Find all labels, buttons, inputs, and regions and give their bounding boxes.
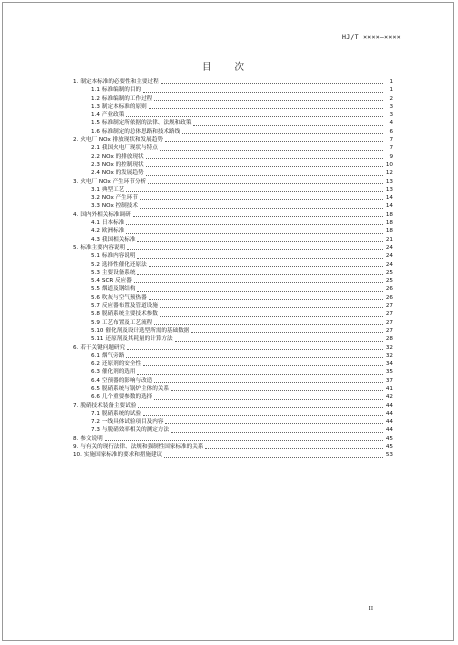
toc-entry-label: NOx 的发展趋势 <box>101 170 144 177</box>
standard-code: HJ/T ××××—×××× <box>342 33 401 41</box>
toc-entry-page: 45 <box>385 435 393 442</box>
toc-entry <box>73 451 393 459</box>
toc-entry <box>73 202 393 210</box>
toc-entry-number: 1.3 <box>91 103 100 110</box>
toc-entry-number: 5. <box>73 244 79 251</box>
toc-leader-dots <box>138 406 383 408</box>
toc-entry-label: 实施国家标准的要求和措施建议 <box>83 452 163 459</box>
toc-entry <box>73 377 393 385</box>
toc-entry-number: 10. <box>73 452 82 459</box>
toc-entry <box>73 310 393 318</box>
toc-entry <box>73 252 393 260</box>
toc-entry-label: 标准编制的工作过程 <box>101 95 153 102</box>
toc-entry <box>73 95 393 103</box>
toc-entry-page: 42 <box>385 394 393 401</box>
toc-entry-page: 3 <box>389 103 393 110</box>
toc-entry-label: 吹灰与空气预热器 <box>101 294 147 301</box>
toc-entry-number: 5.7 <box>91 303 100 310</box>
toc-leader-dots <box>146 165 383 167</box>
toc-entry-label: 工艺布置及工艺流程 <box>101 319 153 326</box>
toc-entry <box>73 393 393 401</box>
toc-entry-label: 若干关键问题研究 <box>80 344 126 351</box>
toc-entry-label: 选择性催化还原法 <box>101 261 147 268</box>
toc-leader-dots <box>146 174 383 176</box>
toc-entry <box>73 435 393 443</box>
toc-entry <box>73 261 393 269</box>
toc-leader-dots <box>140 198 383 200</box>
toc-entry <box>73 385 393 393</box>
toc-leader-dots <box>126 115 383 117</box>
toc-entry-page: 24 <box>385 244 393 251</box>
toc-entry-label: 火电厂 NOx 排放现状和发展趋势 <box>80 137 163 144</box>
toc-entry-label: SCR 反应器 <box>101 278 132 285</box>
toc-entry <box>73 410 393 418</box>
toc-entry-page: 18 <box>385 211 393 218</box>
toc-leader-dots <box>126 232 383 234</box>
toc-entry-number: 5.2 <box>91 261 100 268</box>
toc-entry-page: 4 <box>389 120 393 127</box>
toc-entry-number: 5.10 <box>91 327 104 334</box>
toc-entry-number: 2.2 <box>91 153 100 160</box>
toc-entry <box>73 153 393 161</box>
toc-entry-page: 9 <box>389 153 393 160</box>
toc-entry-number: 7.1 <box>91 410 100 417</box>
toc-entry <box>73 178 393 186</box>
toc-entry-page: 34 <box>385 361 393 368</box>
toc-entry-number: 6.2 <box>91 361 100 368</box>
toc-leader-dots <box>193 124 383 126</box>
toc-entry-page: 18 <box>385 220 393 227</box>
toc-entry-label: NOx 产生环节 <box>101 195 138 202</box>
toc-entry-number: 6.1 <box>91 352 100 359</box>
toc-entry-page: 1 <box>389 79 393 85</box>
toc-entry-number: 1.2 <box>91 95 100 102</box>
toc-entry-page: 6 <box>389 128 393 135</box>
toc-leader-dots <box>137 273 383 275</box>
toc-leader-dots <box>160 149 383 151</box>
toc-entry-page: 27 <box>385 319 393 326</box>
toc-leader-dots <box>126 190 383 192</box>
toc-entry-number: 2.1 <box>91 145 100 152</box>
toc-entry-number: 7.3 <box>91 427 100 434</box>
toc-entry <box>73 128 393 136</box>
toc-leader-dots <box>126 356 383 358</box>
toc-entry-label: 典型工艺 <box>101 186 125 193</box>
toc-entry-page: 24 <box>385 253 393 260</box>
toc-entry-page: 14 <box>385 195 393 202</box>
toc-entry-label: 我国相关标准 <box>101 236 136 243</box>
toc-entry <box>73 119 393 127</box>
toc-entry <box>73 244 393 252</box>
toc-entry-page: 12 <box>385 170 393 177</box>
toc-entry-label: 脱硝系统与锅炉主体的关系 <box>101 385 170 392</box>
toc-leader-dots <box>149 265 383 267</box>
toc-leader-dots <box>133 215 383 217</box>
toc-entry-label: NOx 的排放现状 <box>101 153 144 160</box>
toc-entry <box>73 302 393 310</box>
toc-leader-dots <box>143 91 383 93</box>
toc-entry-number: 5.1 <box>91 253 100 260</box>
toc-entry-page: 25 <box>385 269 393 276</box>
toc-entry-number: 4.3 <box>91 236 100 243</box>
toc-entry <box>73 78 393 86</box>
toc-leader-dots <box>161 82 383 84</box>
toc-entry-number: 7.2 <box>91 419 100 426</box>
toc-entry-label: 标准编制的目的 <box>101 87 142 94</box>
toc-entry-number: 2.3 <box>91 161 100 168</box>
toc-entry <box>73 86 393 94</box>
toc-leader-dots <box>154 323 383 325</box>
toc-entry-number: 5.3 <box>91 269 100 276</box>
toc-entry-label: 几个重要参数的选择 <box>101 394 153 401</box>
toc-leader-dots <box>137 373 383 375</box>
toc-entry-label: 国内外相关标准调研 <box>80 211 131 218</box>
toc-entry-page: 27 <box>385 311 393 318</box>
toc-entry-page: 3 <box>389 112 393 119</box>
toc-entry-page: 13 <box>385 178 393 185</box>
toc-leader-dots <box>182 132 383 134</box>
toc-entry-page: 53 <box>385 452 393 459</box>
toc-leader-dots <box>149 298 383 300</box>
toc-entry-page: 25 <box>385 278 393 285</box>
toc-entry <box>73 136 393 144</box>
toc-entry-label: 标准制定所依据的法律、法规和政策 <box>101 120 192 127</box>
toc-entry-label: 烟气旁路 <box>101 352 125 359</box>
toc-entry-label: 标准制定的总体思路和技术路线 <box>101 128 181 135</box>
toc-leader-dots <box>148 182 383 184</box>
toc-entry <box>73 426 393 434</box>
toc-entry-page: 18 <box>385 228 393 235</box>
toc-entry <box>73 169 393 177</box>
toc-entry-label: 我国火电厂现状与特点 <box>101 145 158 152</box>
toc-entry-number: 3.1 <box>91 186 100 193</box>
toc-entry <box>73 360 393 368</box>
toc-entry-number: 6.3 <box>91 369 100 376</box>
toc-entry-page: 26 <box>385 286 393 293</box>
toc-entry <box>73 402 393 410</box>
toc-entry-label: 一线具体试验项目及内容 <box>101 419 164 426</box>
toc-entry-label: 脱硝技术装备主要试验 <box>80 402 137 409</box>
toc-entry-label: 催化剂及设计选型所需的基础数据 <box>105 327 190 334</box>
toc-leader-dots <box>165 422 383 424</box>
toc-leader-dots <box>127 248 383 250</box>
toc-entry <box>73 443 393 451</box>
toc-entry-page: 44 <box>385 419 393 426</box>
toc-entry-label: 反应器布置及管道设施 <box>101 303 158 310</box>
toc-entry <box>73 103 393 111</box>
toc-entry-label: 烟道及钢结构 <box>101 286 136 293</box>
toc-entry <box>73 269 393 277</box>
toc-leader-dots <box>160 315 383 317</box>
toc-entry-number: 5.8 <box>91 311 100 318</box>
toc-entry-number: 5.11 <box>91 336 104 343</box>
toc-leader-dots <box>160 306 383 308</box>
toc-entry-label: 主要设备系统 <box>101 269 136 276</box>
toc-leader-dots <box>171 389 383 391</box>
toc-entry <box>73 144 393 152</box>
toc-entry-page: 27 <box>385 303 393 310</box>
toc-entry-page: 24 <box>385 261 393 268</box>
toc-leader-dots <box>137 290 383 292</box>
toc-entry-label: NOx 控制技术 <box>101 203 138 210</box>
toc-entry-number: 3. <box>73 178 79 185</box>
toc-entry-label: 制定本标准的原则 <box>101 103 147 110</box>
toc-leader-dots <box>165 140 383 142</box>
toc-entry-label: 还原剂的安全性 <box>101 361 142 368</box>
toc-entry <box>73 211 393 219</box>
toc-entry-page: 1 <box>389 87 393 94</box>
toc-entry <box>73 219 393 227</box>
toc-leader-dots <box>143 414 383 416</box>
toc-leader-dots <box>140 207 383 209</box>
toc-entry <box>73 294 393 302</box>
toc-entry <box>73 344 393 352</box>
toc-leader-dots <box>191 331 383 333</box>
toc-leader-dots <box>154 398 383 400</box>
toc-leader-dots <box>143 364 383 366</box>
toc-entry-label: 与有关的现行法律、法规和强制性国家标准的关系 <box>80 444 204 451</box>
toc-entry <box>73 418 393 426</box>
toc-entry-number: 4.2 <box>91 228 100 235</box>
page-number: II <box>368 606 373 612</box>
toc-entry-page: 32 <box>385 344 393 351</box>
toc-entry <box>73 327 393 335</box>
toc-entry-label: 产业政策 <box>101 112 125 119</box>
toc-entry <box>73 161 393 169</box>
toc-entry-page: 7 <box>389 137 393 144</box>
toc-entry-number: 1.6 <box>91 128 100 135</box>
toc-entry-page: 13 <box>385 186 393 193</box>
toc-entry-label: 标准主要内容说明 <box>80 244 126 251</box>
toc-entry-page: 35 <box>385 369 393 376</box>
toc-entry-page: 44 <box>385 410 393 417</box>
toc-entry <box>73 352 393 360</box>
toc-entry-label: 脱硝系统主要技术参数 <box>101 311 158 318</box>
toc-entry-number: 2.4 <box>91 170 100 177</box>
toc-entry-page: 32 <box>385 352 393 359</box>
toc-leader-dots <box>146 157 383 159</box>
toc-leader-dots <box>175 340 383 342</box>
toc-entry-number: 5.9 <box>91 319 100 326</box>
toc-entry <box>73 285 393 293</box>
toc-entry-number: 6. <box>73 344 79 351</box>
toc-entry-label: 标准内容说明 <box>101 253 136 260</box>
toc-entry-page: 2 <box>389 95 393 102</box>
toc-entry-page: 44 <box>385 402 393 409</box>
toc-entry-number: 2. <box>73 137 79 144</box>
toc-entry-label: 催化剂的选用 <box>101 369 136 376</box>
table-of-contents <box>73 78 393 460</box>
toc-entry-page: 27 <box>385 327 393 334</box>
toc-entry-page: 7 <box>389 145 393 152</box>
toc-entry-number: 1. <box>73 79 79 85</box>
toc-entry-number: 4.1 <box>91 220 100 227</box>
toc-entry-page: 10 <box>385 161 393 168</box>
toc-entry-number: 6.4 <box>91 377 100 384</box>
toc-leader-dots <box>171 431 383 433</box>
toc-entry <box>73 319 393 327</box>
page-title: 目 次 <box>201 62 255 73</box>
toc-entry-label: 欧洲标准 <box>101 228 125 235</box>
toc-entry <box>73 277 393 285</box>
toc-entry-page: 26 <box>385 294 393 301</box>
toc-entry-page: 21 <box>385 236 393 243</box>
toc-leader-dots <box>134 281 383 283</box>
toc-entry-number: 1.1 <box>91 87 100 94</box>
toc-entry <box>73 368 393 376</box>
document-page <box>2 2 454 641</box>
toc-entry-number: 5.4 <box>91 278 100 285</box>
toc-entry-label: 参文说明 <box>80 435 103 442</box>
toc-entry-number: 1.5 <box>91 120 100 127</box>
toc-entry-label: 还原剂及其耗量的计算方法 <box>105 336 173 343</box>
toc-entry-label: 火电厂 NOx 产生环节分析 <box>80 178 147 185</box>
toc-leader-dots <box>127 348 383 350</box>
toc-entry-number: 5.6 <box>91 294 100 301</box>
toc-entry <box>73 335 393 343</box>
toc-entry-number: 9. <box>73 444 79 451</box>
toc-leader-dots <box>205 447 383 449</box>
toc-entry-label: 脱硝系统的试验 <box>101 410 142 417</box>
toc-leader-dots <box>137 240 383 242</box>
toc-leader-dots <box>154 381 383 383</box>
toc-entry-label: 空预器的影响与改造 <box>101 377 153 384</box>
toc-entry-page: 45 <box>385 444 393 451</box>
toc-entry <box>73 227 393 235</box>
toc-entry <box>73 111 393 119</box>
toc-leader-dots <box>164 456 383 458</box>
toc-entry-number: 1.4 <box>91 112 100 119</box>
toc-entry-number: 3.2 <box>91 195 100 202</box>
toc-entry-number: 6.5 <box>91 385 100 392</box>
toc-entry-number: 8. <box>73 435 79 442</box>
toc-entry-number: 4. <box>73 211 79 218</box>
toc-entry-page: 28 <box>385 336 393 343</box>
toc-entry-page: 41 <box>385 385 393 392</box>
toc-entry <box>73 186 393 194</box>
toc-entry-page: 14 <box>385 203 393 210</box>
toc-leader-dots <box>149 107 383 109</box>
toc-leader-dots <box>126 223 383 225</box>
toc-leader-dots <box>154 99 383 101</box>
toc-leader-dots <box>105 439 383 441</box>
toc-entry-label: NOx 的控制现状 <box>101 161 144 168</box>
toc-entry-page: 37 <box>385 377 393 384</box>
toc-entry <box>73 236 393 244</box>
toc-entry-number: 3.3 <box>91 203 100 210</box>
toc-entry-number: 6.6 <box>91 394 100 401</box>
toc-leader-dots <box>137 257 383 259</box>
toc-entry-number: 7. <box>73 402 79 409</box>
toc-entry-page: 44 <box>385 427 393 434</box>
toc-entry-label: 与脱硝效率相关的测定方法 <box>101 427 170 434</box>
toc-entry-number: 5.5 <box>91 286 100 293</box>
toc-entry <box>73 194 393 202</box>
toc-entry-label: 制定本标准的必要性和主要过程 <box>80 79 159 85</box>
toc-entry-label: 日本标准 <box>101 220 125 227</box>
